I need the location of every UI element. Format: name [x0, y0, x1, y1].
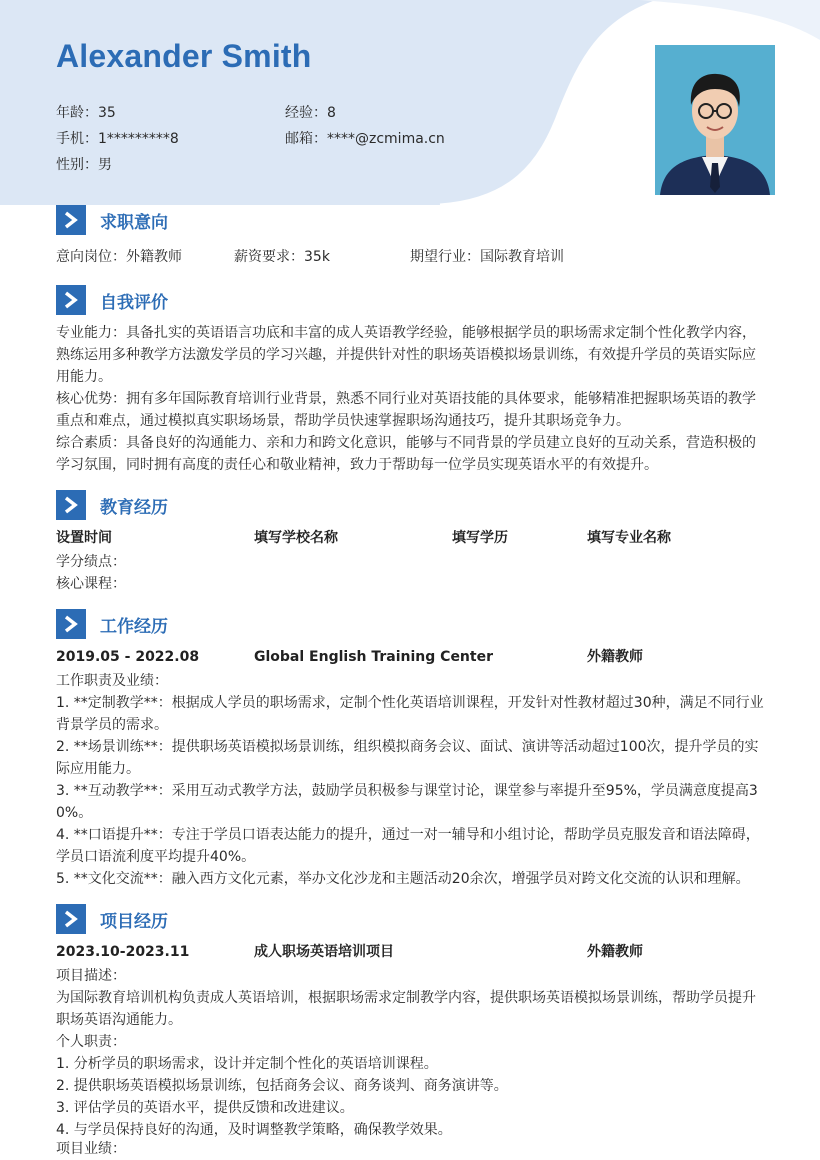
- project-period: 2023.10-2023.11: [56, 944, 190, 960]
- work-line: 2. **场景训练**：提供职场英语模拟场景训练，组织模拟商务会议、面试、演讲等活动超过100次，提升学员的实: [56, 739, 759, 755]
- self-eval-line: 核心优势：拥有多年国际教育培训行业背景，熟悉不同行业对英语技能的具体要求，能够精准把握职场英语的教学: [56, 391, 756, 407]
- section-title: 工作经历: [100, 616, 168, 637]
- chevron-right-icon: [56, 904, 86, 934]
- section-self-evaluation: [56, 285, 168, 315]
- education-time: 设置时间: [56, 530, 112, 546]
- work-line: 4. **口语提升**：专注于学员口语表达能力的提升，通过一对一辅导和小组讨论，帮助学员克服发音和语法障碍，: [56, 827, 760, 843]
- work-line: 1. **定制教学**：根据成人学员的职场需求，定制个性化英语培训课程，开发针对性教材超过30种，满足不同行业: [56, 695, 764, 711]
- education-degree: 填写学历: [452, 530, 508, 546]
- chevron-right-icon: [56, 205, 86, 235]
- work-line: 5. **文化交流**：融入西方文化元素，举办文化沙龙和主题活动20余次，增强学员对跨文化交流的认识和理解。: [56, 871, 750, 887]
- work-company: Global English Training Center: [254, 649, 493, 665]
- work-period: 2019.05 - 2022.08: [56, 649, 200, 665]
- project-line: 2. 提供职场英语模拟场景训练，包括商务会议、商务谈判、商务演讲等。: [56, 1078, 508, 1094]
- project-line: 项目业绩：: [56, 1141, 126, 1157]
- section-title: 自我评价: [100, 292, 168, 313]
- project-line: 职场英语沟通能力。: [56, 1012, 182, 1028]
- work-line: 学员口语流利度平均提升40%。: [56, 849, 256, 865]
- section-intent: [56, 205, 168, 235]
- self-eval-line: 学习氛围，同时拥有高度的责任心和敬业精神，致力于帮助每一位学员实现英语水平的有效提升。: [56, 457, 658, 473]
- self-eval-line: 熟练运用多种教学方法激发学员的学习兴趣，并提供针对性的职场英语模拟场景训练，有效提升学员的英语实际应: [56, 347, 756, 363]
- chevron-right-icon: [56, 490, 86, 520]
- project-line: 1. 分析学员的职场需求，设计并定制个性化的英语培训课程。: [56, 1056, 438, 1072]
- project-line: 4. 与学员保持良好的沟通，及时调整教学策略，确保教学效果。: [56, 1122, 452, 1138]
- chevron-right-icon: [56, 609, 86, 639]
- section-education: [56, 490, 168, 520]
- candidate-name: Alexander Smith: [56, 38, 312, 74]
- project-line: 为国际教育培训机构负责成人英语培训，根据职场需求定制教学内容，提供职场英语模拟场景训练，帮助学员提升: [56, 990, 756, 1006]
- intent-industry: 期望行业：国际教育培训: [410, 249, 564, 265]
- profile-photo: [655, 45, 775, 195]
- intent-position: 意向岗位：外籍教师: [56, 249, 182, 265]
- project-name: 成人职场英语培训项目: [254, 944, 394, 960]
- work-line: 3. **互动教学**：采用互动式教学方法，鼓励学员积极参与课堂讨论，课堂参与率提升至95%，学员满意度提高3: [56, 783, 758, 799]
- self-eval-line: 综合素质：具备良好的沟通能力、亲和力和跨文化意识，能够与不同背景的学员建立良好的互动关系，营造积极的: [56, 435, 756, 451]
- education-courses: 核心课程：: [56, 576, 126, 592]
- work-role: 外籍教师: [587, 649, 643, 665]
- project-role: 外籍教师: [587, 944, 643, 960]
- work-line: 0%。: [56, 805, 93, 821]
- project-line: 个人职责：: [56, 1034, 126, 1050]
- email-field: 邮箱：****@zcmima.cn: [285, 131, 445, 147]
- intent-salary: 薪资要求：35k: [234, 249, 330, 265]
- self-eval-line: 用能力。: [56, 369, 112, 385]
- section-title: 求职意向: [100, 212, 168, 233]
- phone-field: 手机：1*********8: [56, 131, 179, 147]
- work-line: 背景学员的需求。: [56, 717, 168, 733]
- work-line: 际应用能力。: [56, 761, 140, 777]
- education-gpa: 学分绩点：: [56, 554, 126, 570]
- education-major: 填写专业名称: [587, 530, 671, 546]
- age-field: 年龄：35: [56, 105, 116, 121]
- self-eval-line: 重点和难点，通过模拟真实职场场景，帮助学员快速掌握职场沟通技巧，提升其职场竞争力。: [56, 413, 630, 429]
- self-eval-line: 专业能力：具备扎实的英语语言功底和丰富的成人英语教学经验，能够根据学员的职场需求定制个性化教学内容，: [56, 325, 756, 341]
- chevron-right-icon: [56, 285, 86, 315]
- experience-field: 经验：8: [285, 105, 336, 121]
- gender-field: 性别：男: [56, 157, 112, 173]
- section-title: 项目经历: [100, 911, 168, 932]
- project-line: 3. 评估学员的英语水平，提供反馈和改进建议。: [56, 1100, 354, 1116]
- section-project: [56, 904, 168, 934]
- project-line: 项目描述：: [56, 968, 126, 984]
- work-line: 工作职责及业绩：: [56, 673, 168, 689]
- education-school: 填写学校名称: [254, 530, 338, 546]
- section-work: [56, 609, 168, 639]
- section-title: 教育经历: [100, 497, 168, 518]
